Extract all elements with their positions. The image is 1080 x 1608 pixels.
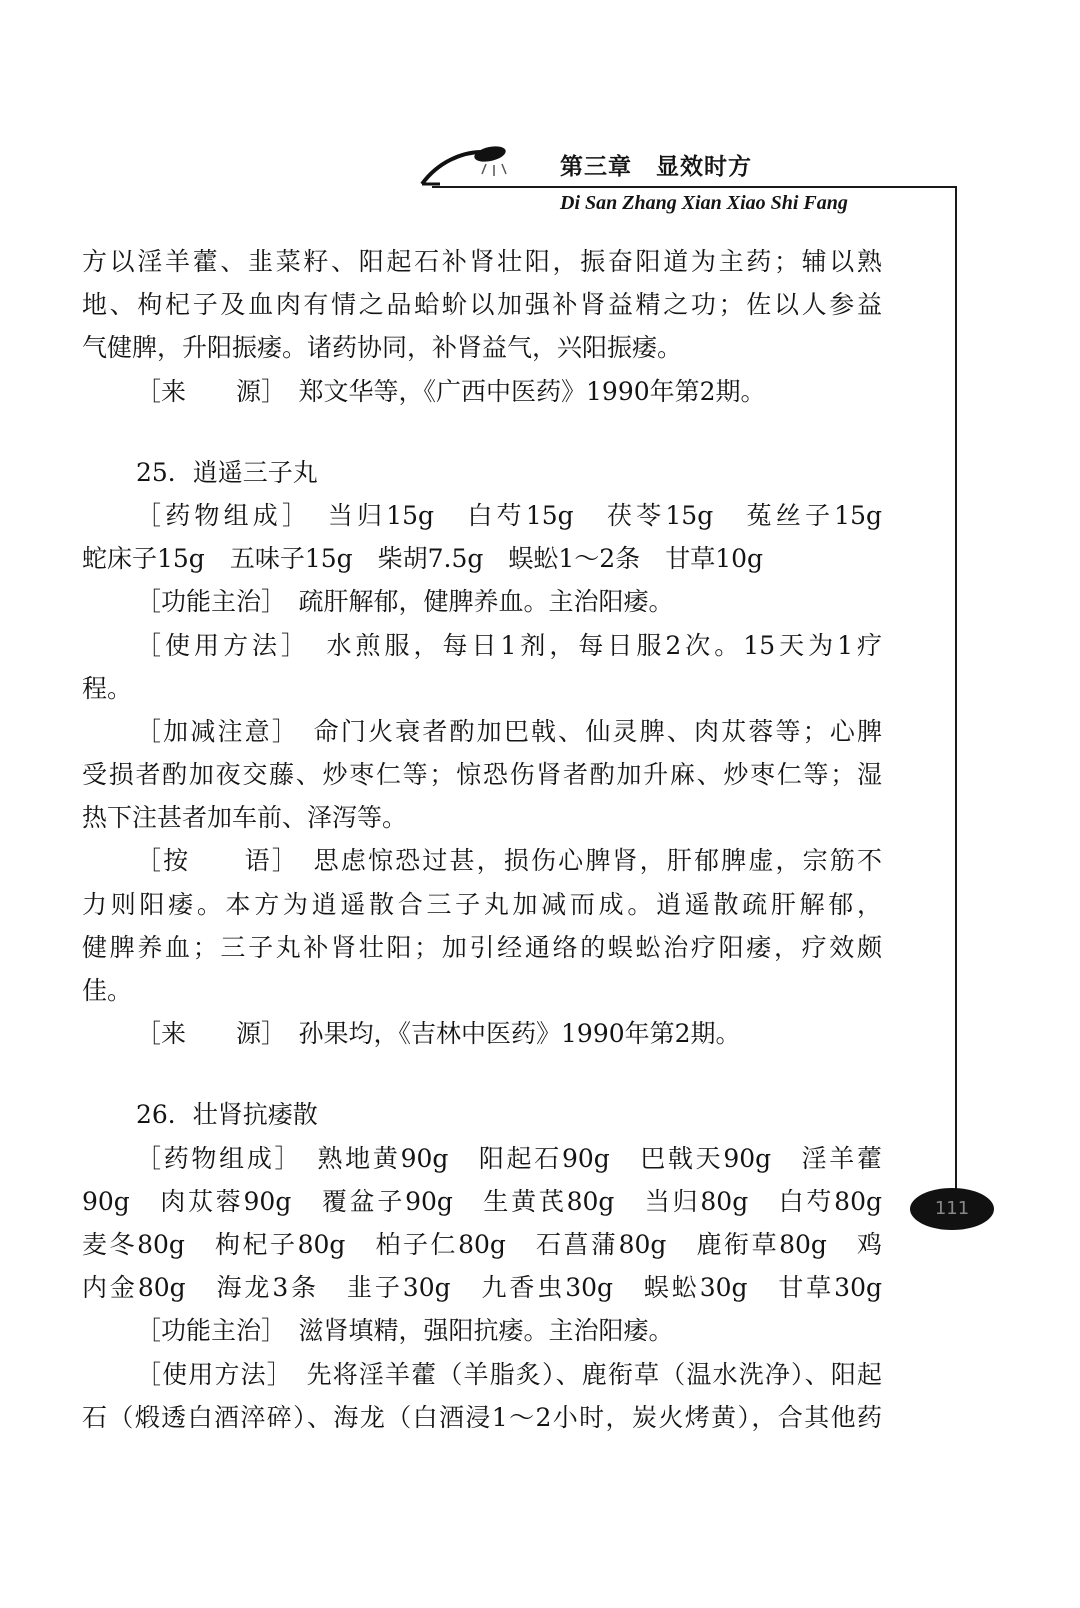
page-number-tab: 111 xyxy=(910,1188,994,1230)
section-gap xyxy=(82,1055,882,1093)
text-line: ［功能主治］ 疏肝解郁，健脾养血。主治阳痿。 xyxy=(136,587,674,617)
text-line: 程。 xyxy=(82,673,133,703)
text-line: ［药物组成］ 熟地黄90g 阳起石90g 巴戟天90g 淫羊藿 xyxy=(136,1143,882,1173)
body-text xyxy=(82,240,882,1439)
text-line: ［使用方法］ 先将淫羊藿（羊脂炙）、鹿衔草（温水洗净）、阳起 xyxy=(136,1359,882,1389)
text-line: 佳。 xyxy=(82,976,133,1005)
chapter-pinyin: Di San Zhang Xian Xiao Shi Fang xyxy=(560,192,848,214)
text-line: ［功能主治］ 滋肾填精，强阳抗痿。主治阳痿。 xyxy=(136,1316,674,1346)
text-line: 蛇床子15g 五味子15g 柴胡7.5g 蜈蚣1～2条 甘草10g xyxy=(82,544,764,574)
text-line: 气健脾，升阳振痿。诸药协同，补肾益气，兴阳振痿。 xyxy=(82,333,683,363)
section-gap xyxy=(82,413,882,451)
text-line: ［来 源］ 孙果均，《吉林中医药》1990年第2期。 xyxy=(136,1019,741,1049)
text-line: 地、枸杞子及血肉有情之品蛤蚧以加强补肾益精之功；佐以人参益 xyxy=(82,290,882,320)
header-rule xyxy=(432,186,956,188)
text-line: ［药物组成］ 当归15g 白芍15g 茯苓15g 菟丝子15g xyxy=(136,500,882,530)
text-line: 石（煅透白酒淬碎）、海龙（白酒浸1～2小时，炭火烤黄），合其他药 xyxy=(82,1402,882,1432)
text-line: ［按 语］ 思虑惊恐过甚，损伤心脾肾，肝郁脾虚，宗筋不 xyxy=(136,846,882,876)
text-line: 受损者酌加夜交藤、炒枣仁等；惊恐伤肾者酌加升麻、炒枣仁等；湿 xyxy=(82,760,882,790)
text-line: 25．逍遥三子丸 xyxy=(136,457,318,487)
text-line: 健脾养血；三子丸补肾壮阳；加引经通络的蜈蚣治疗阳痿，疗效颇 xyxy=(82,932,882,962)
text-line: 力则阳痿。本方为逍遥散合三子丸加减而成。逍遥散疏肝解郁， xyxy=(82,889,882,919)
text-line: 麦冬80g 枸杞子80g 柏子仁80g 石菖蒲80g 鹿衔草80g 鸡 xyxy=(82,1229,882,1259)
text-line: 内金80g 海龙3条 韭子30g 九香虫30g 蜈蚣30g 甘草30g xyxy=(82,1273,882,1303)
text-line: 90g 肉苁蓉90g 覆盆子90g 生黄芪80g 当归80g 白芍80g xyxy=(82,1186,882,1216)
chapter-title: 第三章 显效时方 xyxy=(560,154,752,180)
text-line: 26．壮肾抗痿散 xyxy=(136,1100,318,1130)
text-line: ［来 源］ 郑文华等，《广西中医药》1990年第2期。 xyxy=(136,376,766,406)
text-line: ［加减注意］ 命门火衰者酌加巴戟、仙灵脾、肉苁蓉等；心脾 xyxy=(136,716,882,746)
text-line: ［使用方法］ 水煎服，每日1剂，每日服2次。15天为1疗 xyxy=(136,630,882,660)
margin-rule xyxy=(955,186,957,1196)
text-line: 热下注甚者加车前、泽泻等。 xyxy=(82,803,408,833)
text-line: 方以淫羊藿、韭菜籽、阳起石补肾壮阳，振奋阳道为主药；辅以熟 xyxy=(82,247,882,276)
chapter-logo-icon xyxy=(420,134,530,194)
